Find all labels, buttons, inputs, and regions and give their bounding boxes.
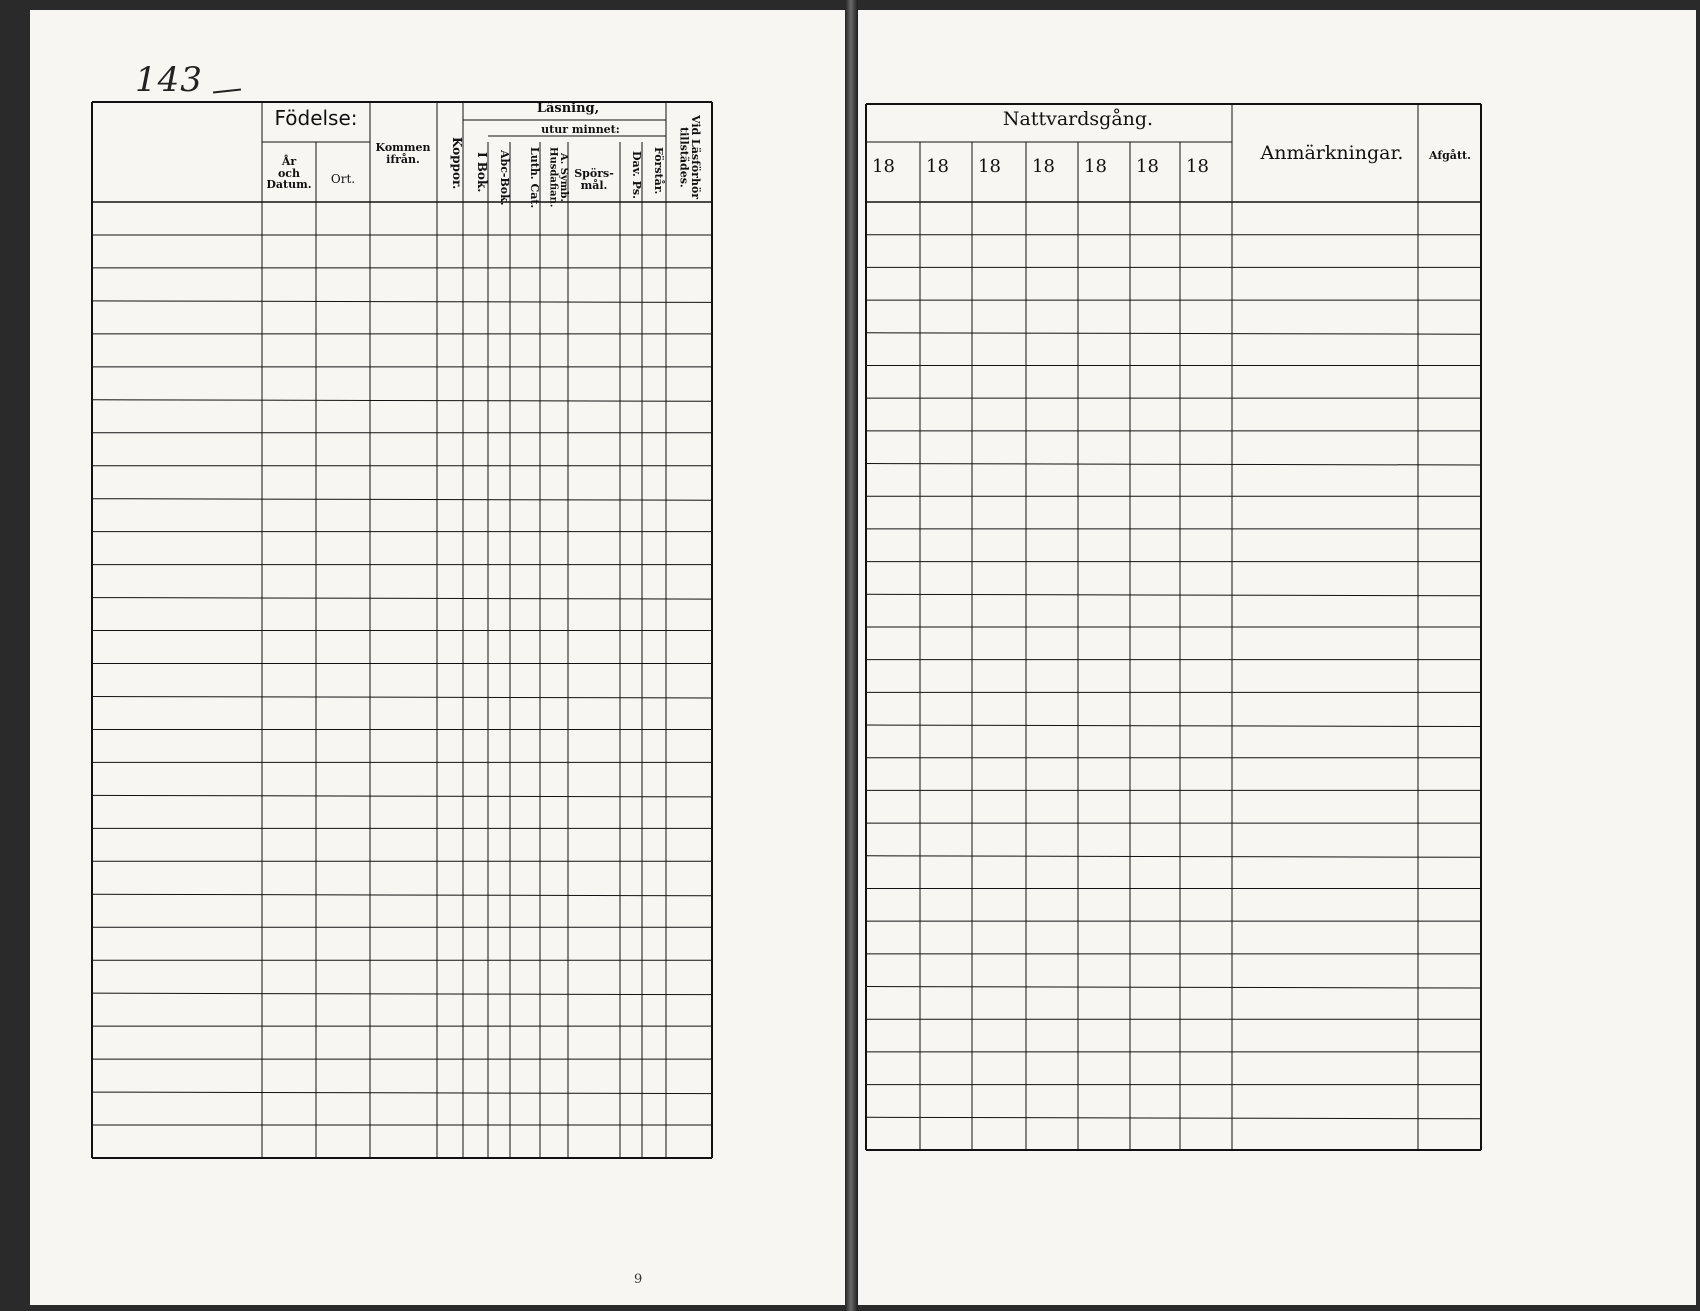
header-year-1: 18 xyxy=(872,156,895,177)
header-year-7: 18 xyxy=(1186,156,1209,177)
right-page xyxy=(858,10,1696,1305)
table-row-rule xyxy=(866,594,1481,596)
page-folio-number: 143 xyxy=(135,60,203,100)
page-footer-number: 9 xyxy=(634,1272,643,1287)
header-forstar: Förstår. xyxy=(652,146,665,195)
header-year-6: 18 xyxy=(1136,156,1159,177)
header-vid-lasforhor: Vid Läsförhör tillstädes. xyxy=(677,114,702,200)
header-year-2: 18 xyxy=(926,156,949,177)
table-row-rule xyxy=(92,301,712,303)
table-row-rule xyxy=(92,795,712,797)
header-abc-bok: Abc-Bok. xyxy=(498,149,511,206)
header-year-3: 18 xyxy=(978,156,1001,177)
table-row-rule xyxy=(866,1117,1481,1119)
header-afgatt: Afgått. xyxy=(1429,149,1471,162)
table-row-rule xyxy=(92,598,712,600)
table-row-rule xyxy=(866,725,1481,727)
table-row-rule xyxy=(92,499,712,501)
table-row-rule xyxy=(866,987,1481,989)
left-register-grid xyxy=(30,10,845,1305)
header-koppor: Koppor. xyxy=(450,136,464,190)
header-i-bok: I Bok. xyxy=(475,152,489,193)
table-row-rule xyxy=(92,1092,712,1094)
header-ar-och-datum: År och Datum. xyxy=(266,155,312,192)
header-utur-minnet: utur minnet: xyxy=(541,123,620,136)
table-row-rule xyxy=(92,400,712,402)
table-row-rule xyxy=(866,333,1481,335)
header-nattvardsgang: Nattvardsgång. xyxy=(1002,108,1154,130)
header-year-4: 18 xyxy=(1032,156,1055,177)
left-page xyxy=(30,10,845,1305)
table-row-rule xyxy=(92,894,712,896)
header-year-5: 18 xyxy=(1084,156,1107,177)
header-sporsmal: Spörs- mål. xyxy=(574,167,614,192)
table-row-rule xyxy=(866,464,1481,466)
header-kommen-ifran: Kommen ifrån. xyxy=(375,141,431,166)
header-dav-ps: Dav. Ps. xyxy=(630,151,643,199)
header-a-symb-husdafian: A. Symb. Husdafian. xyxy=(547,147,569,208)
header-luth-cat: Luth. Cat. xyxy=(528,146,541,209)
table-row-rule xyxy=(92,696,712,698)
book-spine xyxy=(845,0,858,1311)
header-anmarkningar: Anmärkningar. xyxy=(1260,142,1404,164)
header-fodelse: Födelse: xyxy=(274,106,358,130)
header-ort: Ort. xyxy=(330,172,356,186)
table-row-rule xyxy=(866,856,1481,858)
right-register-grid xyxy=(858,10,1696,1305)
header-lasning: Läsning, xyxy=(536,101,600,116)
table-row-rule xyxy=(92,993,712,995)
